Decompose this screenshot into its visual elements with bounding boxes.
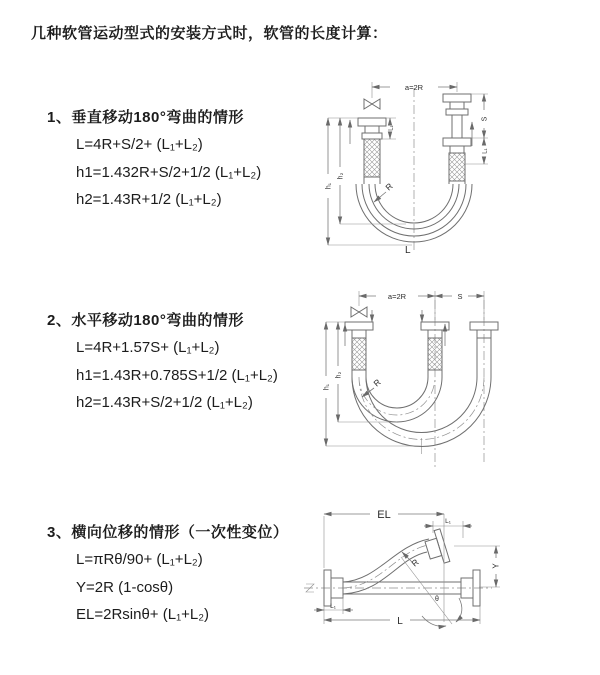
dimension-a2r [372,82,457,98]
hose-displaced [343,529,450,594]
section-2-formulas [76,334,278,417]
dimension-l1-bottom [314,596,353,614]
dimension-a2r [359,291,484,320]
label-r: R [409,556,421,569]
formula-L: L=4R+1.57S+ (L₁+L₂) [76,339,220,356]
label-theta: θ [435,596,439,603]
valve-icon [351,307,367,317]
radius-leader [374,181,395,202]
formula-Y: Y=2R (1-cosθ) [76,578,174,596]
label-l: L [405,245,411,256]
diagram-vertical-180-bend [312,72,594,260]
valve-icon [364,99,380,109]
section-3-heading: 3、横向位移的情形（一次性变位） [47,524,289,541]
label-r: R [371,376,383,389]
formula-h2: h2=1.43R+1/2 (L₁+L₂) [76,191,222,208]
dim-label-h2: h₂ [337,172,345,180]
dimension-l1-right [465,138,489,164]
section-1-formulas [76,131,261,214]
section-3 [47,521,288,629]
dim-label-el: EL [377,509,391,521]
formula-h1: h1=1.432R+S/2+1/2 (L₁+L₂) [76,163,262,181]
dim-label-h1: h₁ [325,182,333,190]
dimension-l [324,606,480,627]
dimension-s [471,94,489,138]
dim-label-l: L [397,616,403,627]
section-1 [47,106,261,214]
dim-label-l1: L₁ [388,125,395,131]
section-2 [47,309,278,417]
dim-label-l1: L₁ [482,148,489,154]
dim-label-l1: L₁ [330,603,336,610]
dim-label-a2r: a=2R [404,82,424,92]
formula-h1: h1=1.43R+0.785S+1/2 (L₁+L₂) [76,366,278,384]
dim-label-y: Y [491,563,501,569]
dim-label-a2r: a=2R [387,291,407,301]
left-hose-end [358,118,386,184]
dimension-s [435,292,484,301]
section-2-heading: 2、水平移动180°弯曲的情形 [47,312,244,329]
section-3-formulas [76,546,288,629]
dimension-h1 [326,118,413,245]
formula-EL: EL=2Rsinθ+ (L₁+L₂) [76,606,210,623]
dimension-l1-top [424,518,472,538]
label-r: R [383,181,395,193]
dim-label-h2: h₂ [335,371,343,379]
right-hose-end [443,94,471,184]
dim-label-l1: L₁ [445,518,451,525]
dim-label-h1: h₁ [323,383,331,391]
diagram-horizontal-180-bend [312,282,594,474]
formula-h2: h2=1.43R+S/2+1/2 (L₁+L₂) [76,394,253,411]
section-1-heading: 1、垂直移动180°弯曲的情形 [47,109,244,126]
formula-L: L=πRθ/90+ (L₁+L₂) [76,551,203,568]
diagram-lateral-displacement [296,502,598,664]
left-hose-end [345,322,373,377]
dim-label-s: S [481,116,489,122]
page-title: 几种软管运动型式的安装方式时，软管的长度计算： [31,25,388,42]
dim-label-s: S [457,291,463,301]
hose-u-bend-moved [352,377,491,447]
angle-theta [401,557,462,626]
radius-leader [362,377,383,397]
formula-L: L=4R+S/2+ (L₁+L₂) [76,136,203,153]
